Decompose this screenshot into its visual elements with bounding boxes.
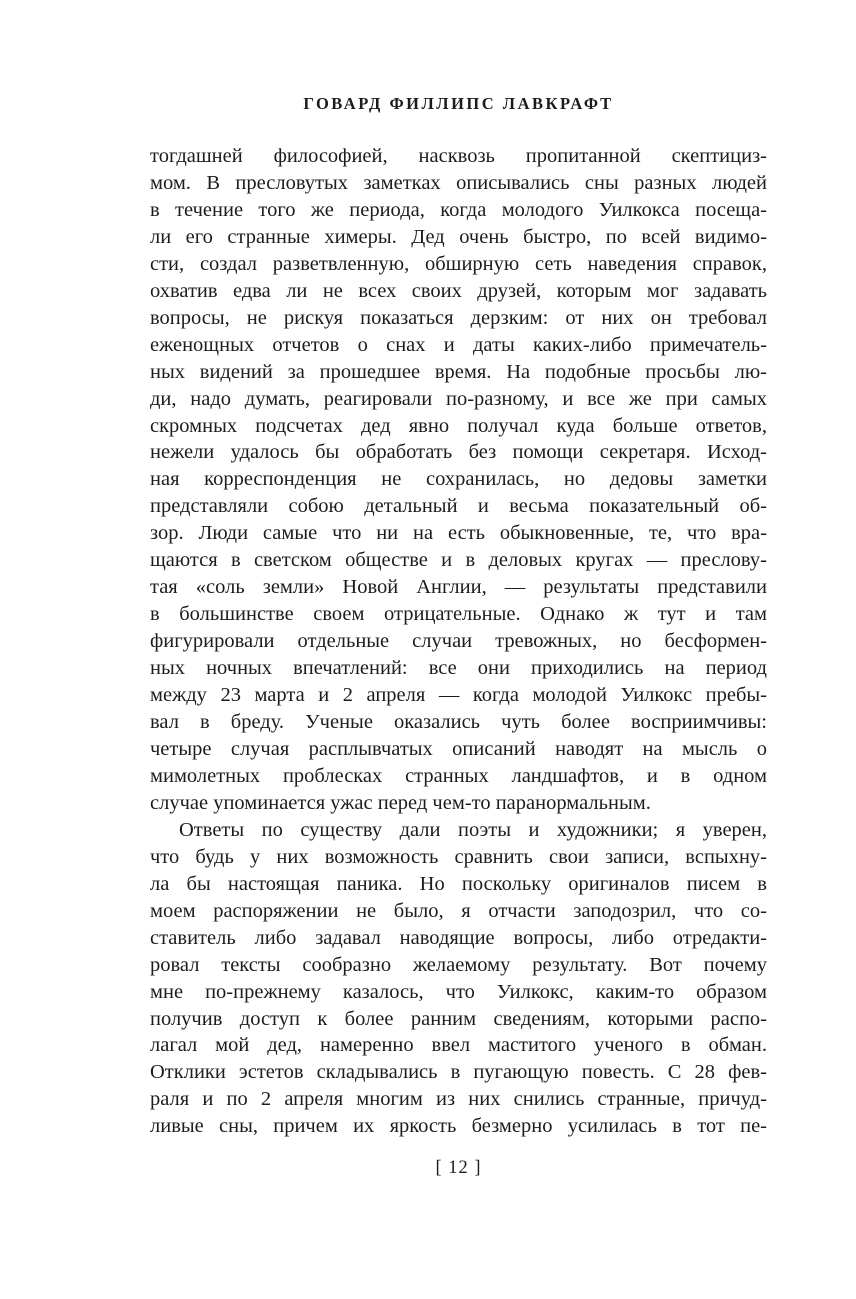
text-block	[150, 143, 767, 1140]
text-line: тогдашней философией, насквозь пропитанной скептициз-	[150, 145, 767, 167]
text-line: сти, создал разветвленную, обширную сеть наведения справок,	[150, 252, 767, 275]
text-line: раля и по 2 апреля многим из них снились странные, причуд-	[150, 1088, 767, 1111]
text-line: мимолетных проблесках странных ландшафтов, и в одном	[150, 764, 767, 787]
text-line: лагал мой дед, намеренно ввел маститого ученого в обман.	[150, 1034, 767, 1057]
text-line: ливые сны, причем их яркость безмерно усилилась в тот пе-	[150, 1115, 767, 1138]
text-line: щаются в светском обществе и в деловых кругах — преслову-	[150, 549, 767, 572]
text-line: ла бы настоящая паника. Но поскольку оригиналов писем в	[150, 872, 767, 895]
text-line: в большинстве своем отрицательные. Однако ж тут и там	[150, 603, 767, 626]
text-line: получив доступ к более ранним сведениям, которыми распо-	[150, 1007, 767, 1030]
text-line: между 23 марта и 2 апреля — когда молодой Уилкокс пребы-	[150, 684, 767, 707]
text-line: мне по-прежнему казалось, что Уилкокс, каким-то образом	[150, 980, 767, 1003]
text-line: моем распоряжении не было, я отчасти заподозрил, что со-	[150, 899, 767, 922]
text-line: скромных подсчетах дед явно получал куда больше ответов,	[150, 414, 767, 437]
running-header: ГОВАРД ФИЛЛИПС ЛАВКРАФТ	[303, 94, 614, 113]
page-number: [ 12 ]	[435, 1158, 482, 1178]
text-line: ли его странные химеры. Дед очень быстро, по всей видимо-	[150, 225, 767, 248]
text-line: Ответы по существу дали поэты и художники; я уверен,	[179, 818, 767, 841]
text-line: вопросы, не рискуя показаться дерзким: от них он требовал	[150, 306, 767, 329]
text-line: в течение того же периода, когда молодого Уилкокса посеща-	[150, 198, 767, 221]
text-line: охватив едва ли не всех своих друзей, которым мог задавать	[150, 279, 767, 302]
text-line: Отклики эстетов складывались в пугающую повесть. С 28 фев-	[150, 1061, 767, 1084]
text-line: фигурировали отдельные случаи тревожных, но бесформен-	[150, 630, 767, 653]
paragraph	[150, 817, 767, 1140]
text-line: ди, надо думать, реагировали по-разному, и все же при самых	[150, 387, 767, 410]
text-line: представляли собою детальный и весьма показательный об-	[150, 495, 767, 518]
paragraph	[150, 143, 767, 817]
text-line: нежели удалось бы обработать без помощи секретаря. Исход-	[150, 441, 767, 464]
text-line: ровал тексты сообразно желаемому результату. Вот почему	[150, 953, 767, 976]
text-line: зор. Люди самые что ни на есть обыкновенные, те, что вра-	[150, 522, 767, 545]
text-line: случае упоминается ужас перед чем-то паранормальным.	[150, 791, 651, 814]
text-line: вал в бреду. Ученые оказались чуть более восприимчивы:	[150, 711, 767, 734]
text-line: ставитель либо задавал наводящие вопросы, либо отредакти-	[150, 926, 767, 949]
text-line: что будь у них возможность сравнить свои записи, вспыхну-	[150, 845, 767, 868]
text-line: мом. В пресловутых заметках описывались сны разных людей	[150, 171, 767, 194]
text-line: ных видений за прошедшее время. На подобные просьбы лю-	[150, 360, 767, 383]
text-line: еженощных отчетов о снах и даты каких-либо примечатель-	[150, 333, 767, 356]
text-line: ная корреспонденция не сохранилась, но дедовы заметки	[150, 468, 767, 491]
text-line: четыре случая расплывчатых описаний наводят на мысль о	[150, 737, 767, 760]
text-line: тая «соль земли» Новой Англии, — результаты представили	[150, 576, 767, 599]
text-line: ных ночных впечатлений: все они приходились на период	[150, 657, 767, 680]
